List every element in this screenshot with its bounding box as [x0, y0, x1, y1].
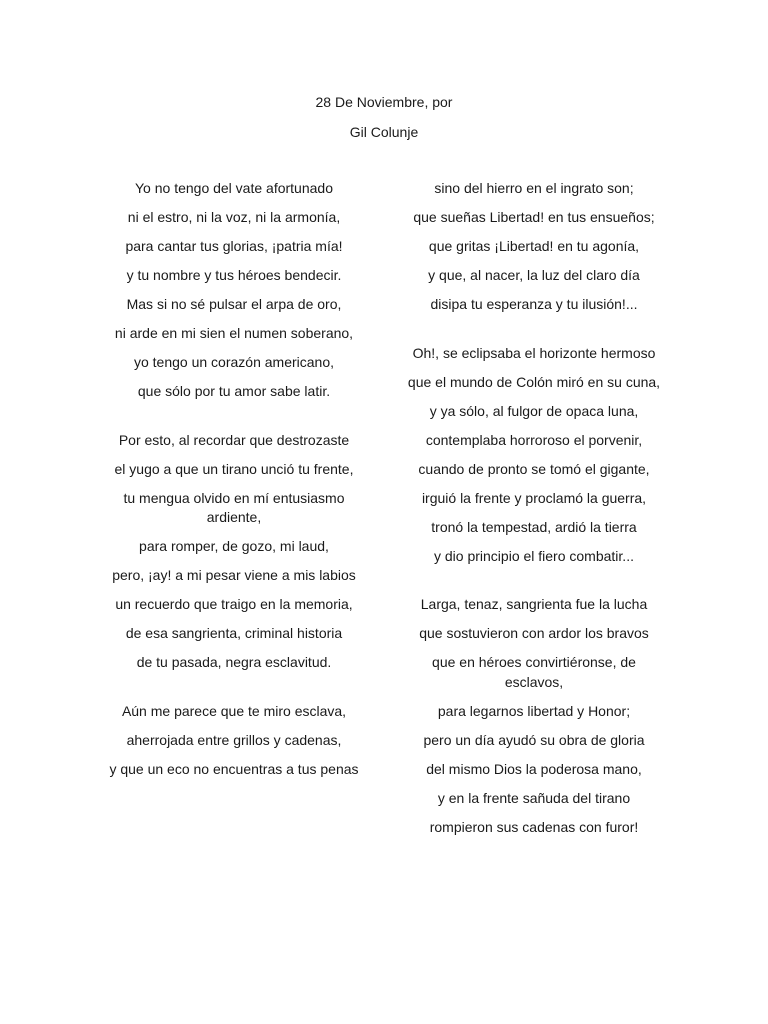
poem-verse: rompieron sus cadenas con furor! — [429, 818, 639, 835]
poem-verse: tu mengua olvido en mí entusiasmo ardiente, — [123, 489, 345, 525]
poem-verse: sino del hierro en el ingrato son; — [434, 180, 634, 196]
poem-verse: y que un eco no encuentras a tus penas — [109, 760, 359, 777]
poem-verse: ni el estro, ni la voz, ni la armonía, — [127, 209, 341, 225]
poem-verse: que el mundo de Colón miró en su cuna, — [407, 373, 661, 390]
poem-verse: contemplaba horroroso el porvenir, — [425, 431, 643, 448]
poem-verse: Mas si no sé pulsar el arpa de oro, — [126, 296, 342, 312]
poem-verse: para cantar tus glorias, ¡patria mía! — [125, 238, 343, 254]
poem-verse: que en héroes convirtiéronse, de esclavos, — [432, 654, 636, 690]
poem-verse: aherrojada entre grillos y cadenas, — [126, 731, 342, 748]
poem-verse: pero un día ayudó su obra de gloria — [423, 731, 645, 748]
poem-verse: de esa sangrienta, criminal historia — [125, 625, 343, 641]
poem-verse: Oh!, se eclipsaba el horizonte hermoso — [412, 344, 656, 361]
document-header — [0, 92, 768, 142]
poem-stanza — [403, 179, 665, 315]
poem-verse: Yo no tengo del vate afortunado — [135, 180, 333, 196]
poem-stanza — [107, 431, 361, 673]
poem-verse: y ya sólo, al fulgor de opaca luna, — [429, 402, 639, 419]
poem-verse: ni arde en mi sien el numen soberano, — [114, 325, 354, 341]
poem-verse: yo tengo un corazón americano, — [133, 354, 334, 370]
poem-verse: un recuerdo que traigo en la memoria, — [115, 596, 353, 612]
poem-verse: Por esto, al recordar que destrozaste — [118, 431, 350, 448]
poem-verse: Larga, tenaz, sangrienta fue la lucha — [420, 596, 648, 612]
poem-verse: que sueñas Libertad! en tus ensueños; — [413, 209, 655, 225]
poem-verse: del mismo Dios la poderosa mano, — [426, 760, 642, 777]
poem-verse: para romper, de gozo, mi laud, — [139, 538, 329, 554]
poem-verse: disipa tu esperanza y tu ilusión!... — [430, 296, 638, 312]
poem-verse: que sólo por tu amor sabe latir. — [137, 383, 331, 399]
poem-verse: el yugo a que un tirano unció tu frente, — [114, 460, 354, 477]
document-title: 28 De Noviembre, por — [315, 94, 453, 110]
poem-verse: y dio principio el fiero combatir... — [434, 547, 634, 564]
poem-column-left — [107, 179, 361, 808]
poem-column-right — [403, 179, 665, 866]
document-author: Gil Colunje — [349, 124, 419, 140]
poem-verse: pero, ¡ay! a mi pesar viene a mis labios — [112, 567, 356, 583]
poem-stanza — [107, 702, 361, 780]
poem-verse: y tu nombre y tus héroes bendecir. — [126, 267, 342, 283]
poem-verse: Aún me parece que te miro esclava, — [121, 702, 347, 719]
poem-verse: de tu pasada, negra esclavitud. — [136, 654, 332, 670]
poem-verse: y en la frente sañuda del tirano — [437, 789, 631, 806]
poem-verse: que sostuvieron con ardor los bravos — [419, 625, 649, 641]
poem-verse: tronó la tempestad, ardió la tierra — [431, 518, 637, 535]
poem-verse: que gritas ¡Libertad! en tu agonía, — [428, 238, 640, 254]
poem-verse: para legarnos libertad y Honor; — [437, 702, 631, 719]
poem-stanza — [403, 344, 665, 567]
poem-verse: irguió la frente y proclamó la guerra, — [421, 489, 647, 506]
poem-stanza — [403, 595, 665, 837]
poem-verse: y que, al nacer, la luz del claro día — [428, 267, 640, 283]
poem-stanza — [107, 179, 361, 402]
poem-verse: cuando de pronto se tomó el gigante, — [418, 460, 650, 477]
